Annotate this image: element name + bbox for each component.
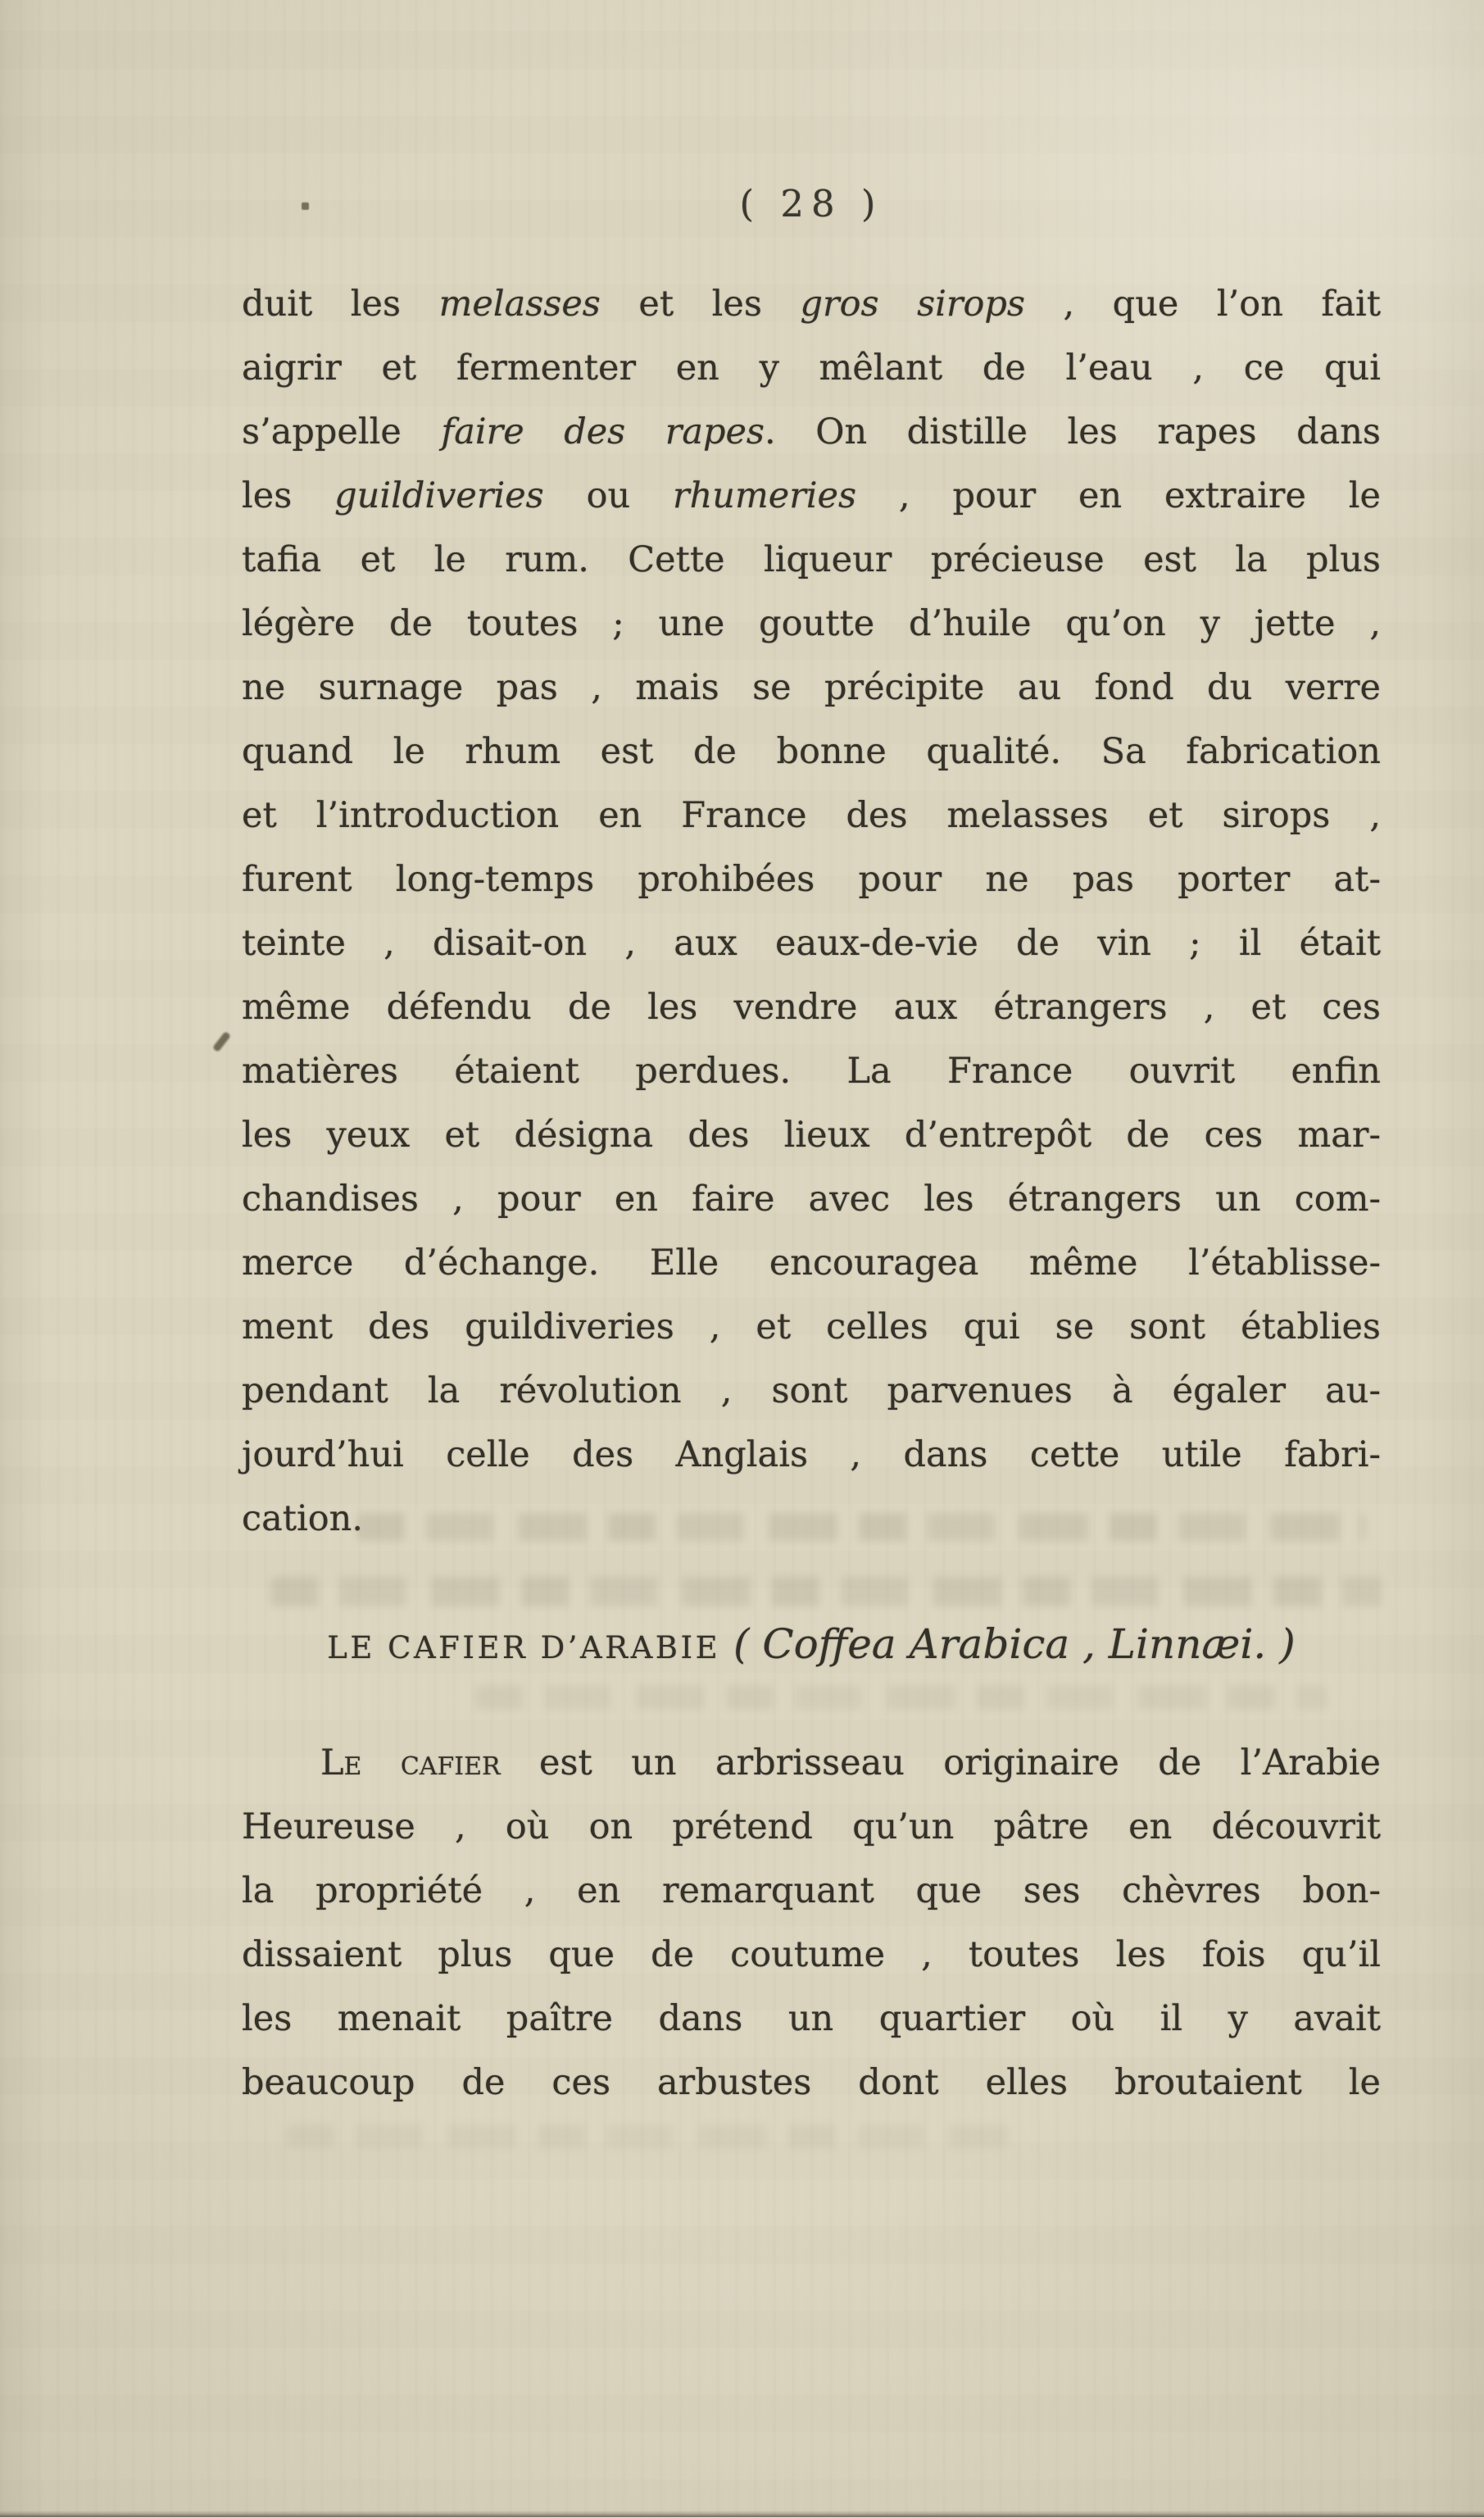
text-line: [242, 528, 1381, 592]
text-line: [242, 720, 1381, 784]
text-segment: la propriété , en remarquant que ses chèvres bon-: [242, 1870, 1381, 1911]
text-line: [242, 1359, 1381, 1423]
text-line: [242, 1859, 1381, 1923]
paragraph-cafier-origin: [242, 1731, 1381, 2115]
text-line: [242, 911, 1381, 975]
text-segment: tafia et le rum. Cette liqueur précieuse est la plus: [242, 539, 1381, 580]
text-line: [242, 1795, 1381, 1859]
text-segment: . On distille les rapes dans: [765, 411, 1381, 452]
text-segment: les menait paître dans un quartier où il y avait: [242, 1998, 1381, 2039]
text-segment: légère de toutes ; une goutte d’huile qu’on y jette ,: [242, 603, 1381, 644]
italic-term: melasses: [438, 284, 601, 325]
paragraph-rum-fabrication: [242, 272, 1381, 1551]
text-line: [242, 464, 1381, 528]
italic-term: gros sirops: [800, 284, 1025, 325]
text-segment: jourd’hui celle des Anglais , dans cette utile fabri-: [242, 1434, 1381, 1475]
text-segment: merce d’échange. Elle encouragea même l’établisse-: [242, 1243, 1381, 1283]
text-segment: pendant la révolution , sont parvenues à égaler au-: [242, 1370, 1381, 1411]
text-segment: furent long-temps prohibées pour ne pas porter at-: [242, 859, 1381, 900]
heading-small-caps-title: LE CAFIER D’ARABIE: [327, 1630, 721, 1665]
text-line: [242, 272, 1381, 336]
text-segment: teinte , disait-on , aux eaux-de-vie de vin ; il était: [242, 923, 1381, 964]
text-line: [242, 1923, 1381, 1987]
heading-open-paren: (: [720, 1620, 763, 1668]
text-segment: et l’introduction en France des melasses et sirops ,: [242, 795, 1381, 836]
text-line: [242, 1731, 1381, 1795]
text-line: [242, 2051, 1381, 2115]
section-heading-cafier-arabie: [242, 1611, 1381, 1677]
text-segment: s’appelle: [242, 411, 442, 452]
heading-close-paren: ): [1266, 1620, 1296, 1668]
text-segment: beaucoup de ces arbustes dont elles broutaient le: [242, 2062, 1381, 2103]
text-line: [242, 1167, 1381, 1231]
small-caps-term: Le cafier: [320, 1742, 501, 1783]
bleed-through-ghost-line: [357, 1513, 1365, 1541]
text-line: [242, 1103, 1381, 1167]
text-segment: , que l’on fait: [1024, 284, 1382, 325]
text-line: [242, 1295, 1381, 1359]
margin-ink-mark: [212, 1031, 231, 1052]
text-line: [242, 1231, 1381, 1295]
text-segment: Heureuse , où on prétend qu’un pâtre en découvrit: [242, 1806, 1381, 1847]
bleed-through-ghost-line: [270, 1577, 1382, 1606]
main-text-block: [242, 272, 1381, 2115]
text-line: [242, 1987, 1381, 2051]
text-line: [242, 336, 1381, 400]
text-segment: matières étaient perdues. La France ouvrit enfin: [242, 1051, 1381, 1092]
text-line: [242, 784, 1381, 847]
bleed-through-ghost-line: [287, 2124, 1008, 2147]
text-segment: et les: [600, 284, 801, 325]
text-line: [242, 656, 1381, 720]
heading-latin-binomial: Coffea Arabica , Linnæi.: [762, 1620, 1267, 1668]
text-segment: chandises , pour en faire avec les étrangers un com-: [242, 1179, 1381, 1220]
text-segment: les: [242, 475, 335, 516]
italic-term: faire des rapes: [441, 411, 765, 452]
text-line: [242, 847, 1381, 911]
text-segment: , pour en extraire le: [856, 475, 1381, 516]
text-segment: ment des guildiveries , et celles qui se sont établies: [242, 1306, 1381, 1347]
bleed-through-ghost-line: [475, 1685, 1327, 1710]
text-segment: ne surnage pas , mais se précipite au fond du verre: [242, 667, 1381, 708]
italic-term: guildiveries: [334, 475, 544, 516]
text-segment: les yeux et désigna des lieux d’entrepôt de ces mar-: [242, 1115, 1381, 1156]
text-line: [242, 1039, 1381, 1103]
text-segment: quand le rhum est de bonne qualité. Sa fabrication: [242, 731, 1381, 772]
italic-term: rhumeries: [673, 475, 857, 516]
text-segment: cation.: [242, 1498, 364, 1539]
text-segment: dissaient plus que de coutume , toutes les fois qu’il: [242, 1934, 1381, 1975]
text-line: [242, 592, 1381, 656]
text-line: [242, 400, 1381, 464]
page-number: ( 28 ): [739, 182, 883, 225]
text-segment: duit les: [242, 284, 439, 325]
text-segment: aigrir et fermenter en y mêlant de l’eau , ce qui: [242, 348, 1381, 388]
text-segment: même défendu de les vendre aux étrangers , et ces: [242, 987, 1381, 1028]
text-segment: est un arbrisseau originaire de l’Arabie: [500, 1742, 1381, 1783]
text-line: [242, 1423, 1381, 1487]
text-line: [242, 975, 1381, 1039]
ink-speck: [302, 202, 309, 210]
text-segment: ou: [543, 475, 674, 516]
page-bottom-edge: [0, 2510, 1484, 2517]
